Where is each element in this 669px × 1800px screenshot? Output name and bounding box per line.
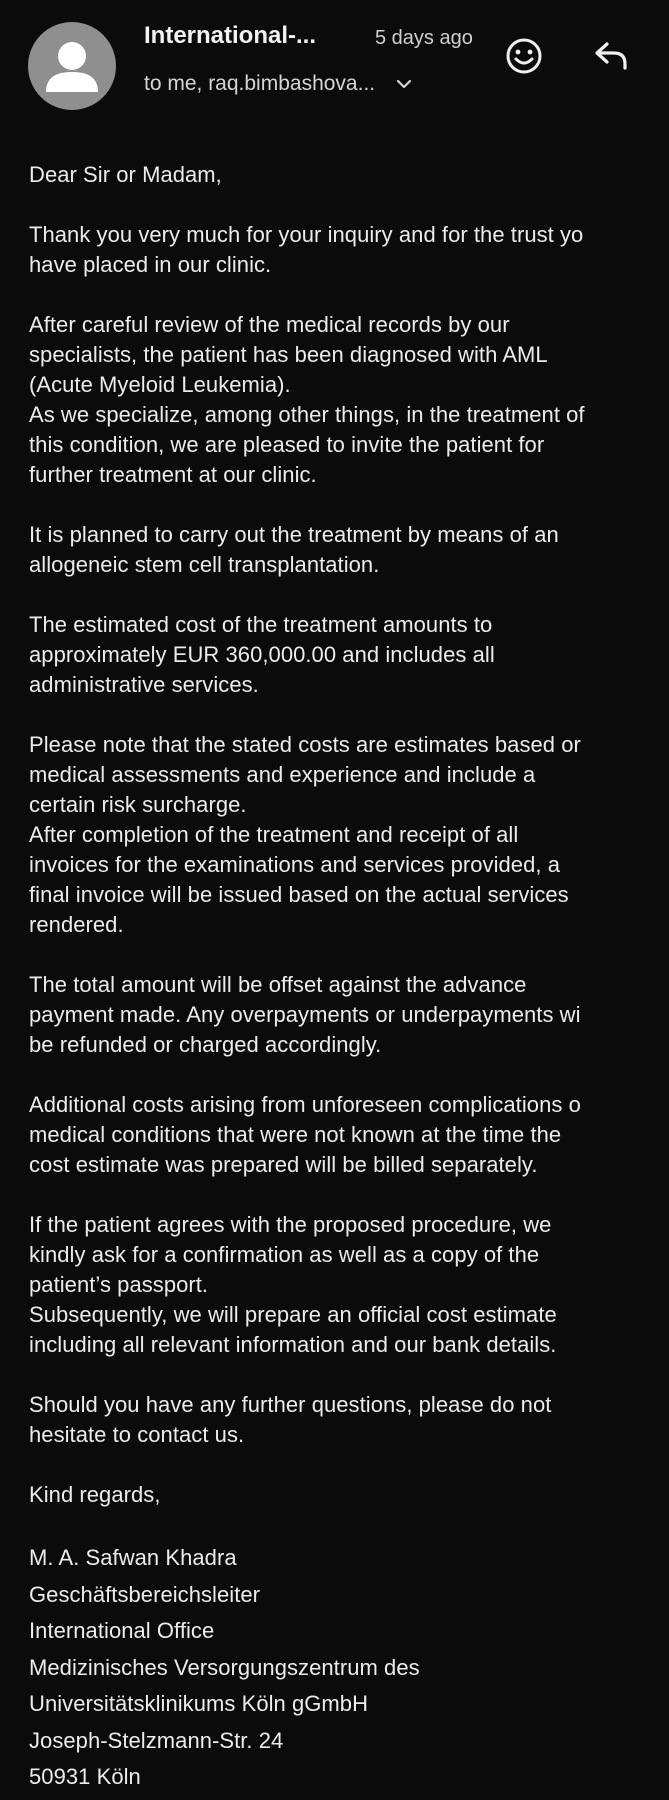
body-line: have placed in our clinic. bbox=[29, 252, 272, 277]
body-line: After completion of the treatment and receipt of all bbox=[29, 822, 519, 847]
paragraph-inquiry-thanks bbox=[29, 220, 669, 280]
body-line: including all relevant information and our bank details. bbox=[29, 1332, 557, 1357]
paragraph-questions bbox=[29, 1390, 669, 1450]
body-line: After careful review of the medical records by our bbox=[29, 312, 510, 337]
body-line: further treatment at our clinic. bbox=[29, 462, 317, 487]
signature-office: International Office bbox=[29, 1618, 215, 1643]
body-line: kindly ask for a confirmation as well as a copy of the bbox=[29, 1242, 540, 1267]
body-line: administrative services. bbox=[29, 672, 259, 697]
body-line: medical assessments and experience and include a bbox=[29, 762, 536, 787]
body-line: The total amount will be offset against the advance bbox=[29, 972, 527, 997]
body-line: cost estimate was prepared will be billed separately. bbox=[29, 1152, 538, 1177]
body-line: medical conditions that were not known at the time the bbox=[29, 1122, 562, 1147]
person-avatar-icon[interactable] bbox=[28, 22, 116, 110]
signature-block bbox=[29, 1540, 669, 1796]
body-line: patient’s passport. bbox=[29, 1272, 209, 1297]
paragraph-additional-costs bbox=[29, 1090, 669, 1180]
signature-street: Joseph-Stelzmann-Str. 24 bbox=[29, 1727, 284, 1753]
signature-title: Geschäftsbereichsleiter bbox=[29, 1581, 261, 1607]
body-line: final invoice will be issued based on the actual services bbox=[29, 882, 569, 907]
emoji-smile-icon[interactable] bbox=[504, 36, 544, 76]
body-line: (Acute Myeloid Leukemia). bbox=[29, 372, 291, 397]
body-line: specialists, the patient has been diagnosed with AML bbox=[29, 342, 548, 367]
closing: Kind regards, bbox=[29, 1482, 161, 1507]
body-line: If the patient agrees with the proposed procedure, we bbox=[29, 1212, 552, 1237]
paragraph-treatment-plan bbox=[29, 520, 669, 580]
signature-name: M. A. Safwan Khadra bbox=[29, 1545, 237, 1570]
body-line: be refunded or charged accordingly. bbox=[29, 1032, 382, 1057]
body-line: Please note that the stated costs are estimates based or bbox=[29, 732, 581, 757]
signature-org-line: Medizinisches Versorgungszentrum des bbox=[29, 1654, 420, 1680]
body-line: rendered. bbox=[29, 912, 124, 937]
signature-org-line: Universitätsklinikums Köln gGmbH bbox=[29, 1691, 369, 1716]
paragraph-estimated-cost bbox=[29, 610, 669, 700]
body-line: invoices for the examinations and services provided, a bbox=[29, 852, 560, 877]
greeting: Dear Sir or Madam, bbox=[29, 162, 222, 187]
body-line: allogeneic stem cell transplantation. bbox=[29, 552, 380, 577]
paragraph-diagnosis bbox=[29, 310, 669, 490]
recipients-toggle[interactable] bbox=[144, 72, 413, 96]
body-line: certain risk surcharge. bbox=[29, 792, 247, 817]
signature-city: 50931 Köln bbox=[29, 1764, 141, 1789]
email-header bbox=[0, 0, 669, 130]
body-line: Thank you very much for your inquiry and for the trust yo bbox=[29, 222, 584, 247]
paragraph-confirmation-request bbox=[29, 1210, 669, 1360]
paragraph-cost-note bbox=[29, 730, 669, 940]
body-line: approximately EUR 360,000.00 and includes all bbox=[29, 642, 495, 667]
chevron-down-icon[interactable] bbox=[395, 75, 413, 93]
sender-name[interactable]: International-... bbox=[144, 22, 317, 49]
sent-time: 5 days ago bbox=[375, 27, 473, 49]
body-line: this condition, we are pleased to invite the patient for bbox=[29, 432, 545, 457]
body-line: payment made. Any overpayments or underpayments wi bbox=[29, 1002, 581, 1027]
body-line: Subsequently, we will prepare an official cost estimate bbox=[29, 1302, 557, 1327]
recipients-text: to me, raq.bimbashova... bbox=[144, 72, 376, 95]
body-line: It is planned to carry out the treatment by means of an bbox=[29, 522, 559, 547]
body-line: Should you have any further questions, please do not bbox=[29, 1392, 552, 1417]
email-body bbox=[29, 160, 669, 1796]
body-line: hesitate to contact us. bbox=[29, 1422, 245, 1447]
body-line: Additional costs arising from unforeseen complications o bbox=[29, 1092, 581, 1117]
body-line: The estimated cost of the treatment amounts to bbox=[29, 612, 493, 637]
paragraph-advance-payment bbox=[29, 970, 669, 1060]
body-line: As we specialize, among other things, in the treatment of bbox=[29, 402, 585, 427]
reply-arrow-icon[interactable] bbox=[592, 38, 630, 74]
